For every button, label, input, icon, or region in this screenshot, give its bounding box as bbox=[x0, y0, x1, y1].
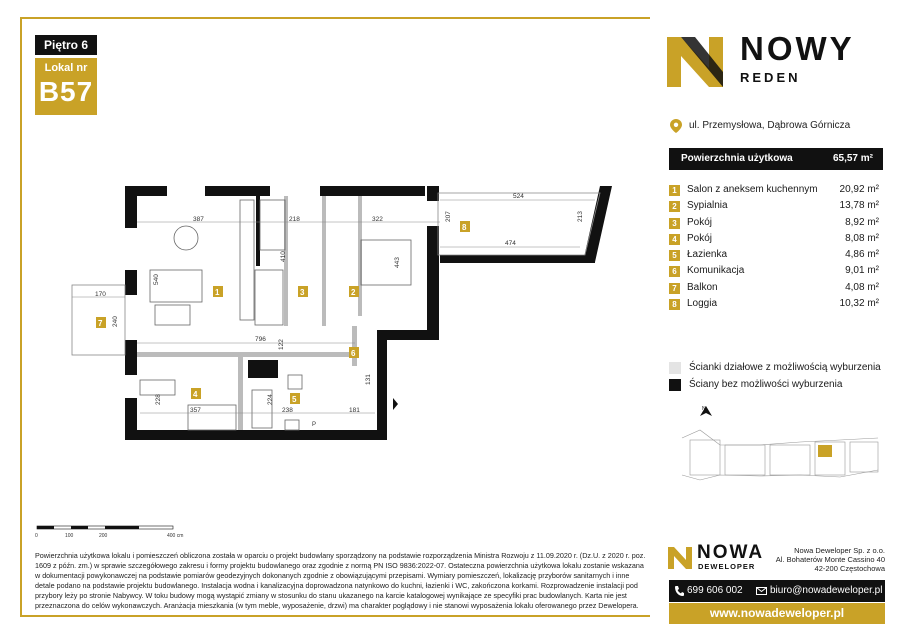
floor-plan bbox=[60, 180, 620, 445]
dim-label: 474 bbox=[505, 240, 516, 247]
dim-label: 131 bbox=[365, 374, 372, 385]
contact-bar bbox=[669, 580, 885, 602]
room-number: 3 bbox=[669, 218, 680, 229]
rooms-list bbox=[669, 184, 883, 314]
website-link[interactable]: www.nowadeweloper.pl bbox=[669, 603, 885, 624]
room-number: 4 bbox=[669, 234, 680, 245]
room-area: 10,32 m² bbox=[839, 298, 879, 310]
room-tag: 5 bbox=[292, 395, 297, 404]
company-address bbox=[740, 546, 885, 573]
room-tag: 2 bbox=[351, 288, 356, 297]
brand-logo bbox=[667, 32, 737, 92]
room-number: 1 bbox=[669, 185, 680, 196]
room-number: 8 bbox=[669, 299, 680, 310]
room-row bbox=[669, 265, 883, 281]
dim-label: 796 bbox=[255, 336, 266, 343]
developer-logo-icon bbox=[668, 543, 694, 573]
unit-badge bbox=[35, 58, 97, 115]
plan-dimension-lines bbox=[72, 200, 595, 413]
dim-label: 524 bbox=[513, 193, 524, 200]
phone-number[interactable]: 699 606 002 bbox=[687, 585, 743, 596]
room-name: Sypialnia bbox=[687, 200, 728, 212]
unit-label: Lokal nr bbox=[44, 62, 88, 74]
entrance-arrow-icon bbox=[393, 398, 398, 410]
disclaimer-text: Powierzchnia użytkowa lokalu i pomieszczeń obliczona została w oparciu o projekt budowlany sporządzony na podstawie rozporządzenia Ministra Rozwoju z 11.09.2020 r. (Dz.U. z 2020 r. poz. 1609 z późn. zm.) w sprawie szczegółowego zakresu i formy projektu budowlanego oraz zgodnie z normą PN ISO 9836:2022-07. Ostateczna powierzchnia użytkowa lokalu zostanie wskazana w dokumentacji powykonawczej na podstawie pomiarów geodezyjnych dokonanych zgodnie z obowiązującymi przepisami. Wymiary pomieszczeń, lokalizację przyborów sanitarnych i inne detale podano na podstawie projektu budowlanego. Instalacja wodna i kanalizacyjna doprowadzona natynkowo do kuchni, łazienki i WC, zakończona korkami. Rozprowadzenie instalacji pod przybory leży po stronie Nabywcy. W toku budowy mogą wystąpić zmiany w stosunku do stanu ukazanego na karcie katalogowej wynikające ze specyfiki prac budowlanych. Karta nie jest przeznaczona do celów wykonawczych. Aranżacja mieszkania (w tym meble, wyposażenie, drzwi) ma charakter poglądowy i nie stanowi wyposażenia lokalu oferowanego przez Dewelopera. bbox=[35, 551, 646, 610]
scale-tick: 200 bbox=[99, 533, 108, 539]
dim-label: 387 bbox=[193, 216, 204, 223]
unit-number: B57 bbox=[38, 76, 94, 107]
frame-bottom-line bbox=[20, 615, 650, 617]
room-area: 8,92 m² bbox=[845, 216, 879, 228]
room-name: Pokój bbox=[687, 216, 713, 228]
room-tag: 7 bbox=[98, 319, 103, 328]
room-name: Loggia bbox=[687, 298, 718, 310]
room-area: 4,86 m² bbox=[845, 249, 879, 261]
dim-label: 170 bbox=[95, 291, 106, 298]
email-link[interactable]: biuro@nowadeweloper.pl bbox=[770, 585, 883, 596]
room-number: 7 bbox=[669, 283, 680, 294]
room-row bbox=[669, 233, 883, 249]
dim-label: 357 bbox=[190, 407, 201, 414]
frame-top-line bbox=[20, 17, 650, 19]
room-tag: 8 bbox=[462, 223, 467, 232]
legend-swatch-light bbox=[669, 362, 681, 374]
room-row bbox=[669, 217, 883, 233]
scale-tick: 0 bbox=[35, 533, 38, 539]
room-name: Salon z aneksem kuchennym bbox=[687, 184, 818, 195]
dim-label: 540 bbox=[153, 274, 160, 285]
room-number: 5 bbox=[669, 250, 680, 261]
legend-swatch-dark bbox=[669, 379, 681, 391]
plan-balconies bbox=[72, 193, 600, 355]
company-street: Al. Bohaterów Monte Cassino 40 bbox=[775, 555, 885, 564]
compass-label: N bbox=[702, 406, 706, 412]
company-city: 42-200 Częstochowa bbox=[814, 564, 885, 573]
legend-removable-text: Ścianki działowe z możliwością wyburzenia bbox=[689, 362, 881, 373]
phone-icon bbox=[675, 586, 684, 596]
dim-label: 213 bbox=[577, 211, 584, 222]
room-tag: 4 bbox=[193, 390, 198, 399]
room-row bbox=[669, 184, 883, 200]
dim-label: 181 bbox=[349, 407, 360, 414]
room-number: 2 bbox=[669, 201, 680, 212]
brand-subtitle: REDEN bbox=[740, 70, 801, 85]
dim-label: 322 bbox=[372, 216, 383, 223]
room-tag: 3 bbox=[300, 288, 305, 297]
location-pin-icon bbox=[670, 119, 682, 133]
dim-label: 218 bbox=[289, 216, 300, 223]
scale-bar bbox=[35, 521, 185, 543]
plan-dimension-labels bbox=[95, 193, 584, 414]
plan-fixtures bbox=[140, 200, 411, 430]
room-area: 4,08 m² bbox=[845, 281, 879, 293]
room-name: Balkon bbox=[687, 281, 718, 293]
total-area-value: 65,57 m² bbox=[832, 153, 873, 164]
room-row bbox=[669, 282, 883, 298]
room-area: 9,01 m² bbox=[845, 265, 879, 277]
room-area: 20,92 m² bbox=[839, 184, 879, 195]
dim-label: 122 bbox=[278, 339, 285, 350]
room-number: 6 bbox=[669, 266, 680, 277]
unit-location-marker bbox=[818, 445, 832, 457]
room-row bbox=[669, 249, 883, 265]
legend-fixed-text: Ściany bez możliwości wyburzenia bbox=[689, 379, 843, 390]
total-area-bar bbox=[669, 148, 883, 170]
meter-label: P bbox=[312, 422, 317, 428]
frame-left-line bbox=[20, 17, 22, 617]
room-name: Komunikacja bbox=[687, 265, 745, 277]
company-name: Nowa Deweloper Sp. z o.o. bbox=[794, 546, 885, 555]
room-row bbox=[669, 200, 883, 216]
room-area: 8,08 m² bbox=[845, 232, 879, 244]
dim-label: 443 bbox=[394, 257, 401, 268]
dim-label: 228 bbox=[155, 394, 162, 405]
scale-tick: 100 bbox=[65, 533, 74, 539]
dim-label: 224 bbox=[267, 394, 274, 405]
plan-walls bbox=[125, 186, 612, 440]
dim-label: 240 bbox=[112, 316, 119, 327]
site-minimap bbox=[670, 400, 890, 495]
room-row bbox=[669, 298, 883, 314]
address-text: ul. Przemysłowa, Dąbrowa Górnicza bbox=[689, 120, 851, 131]
total-area-label: Powierzchnia użytkowa bbox=[681, 153, 793, 164]
room-area: 13,78 m² bbox=[839, 200, 879, 212]
room-tag: 1 bbox=[215, 288, 220, 297]
developer-logo-subtitle: DEWELOPER bbox=[698, 562, 756, 571]
room-name: Pokój bbox=[687, 232, 713, 244]
room-name: Łazienka bbox=[687, 249, 728, 261]
mail-icon bbox=[756, 587, 767, 595]
dim-label: 207 bbox=[445, 211, 452, 222]
floor-badge: Piętro 6 bbox=[35, 35, 97, 55]
brand-title: NOWY bbox=[740, 30, 855, 67]
scale-tick: 400 cm bbox=[167, 533, 184, 539]
room-tag: 6 bbox=[351, 349, 356, 358]
dim-label: 410 bbox=[280, 251, 287, 262]
developer-logo-title: NOWA bbox=[697, 542, 765, 563]
dim-label: 238 bbox=[282, 407, 293, 414]
